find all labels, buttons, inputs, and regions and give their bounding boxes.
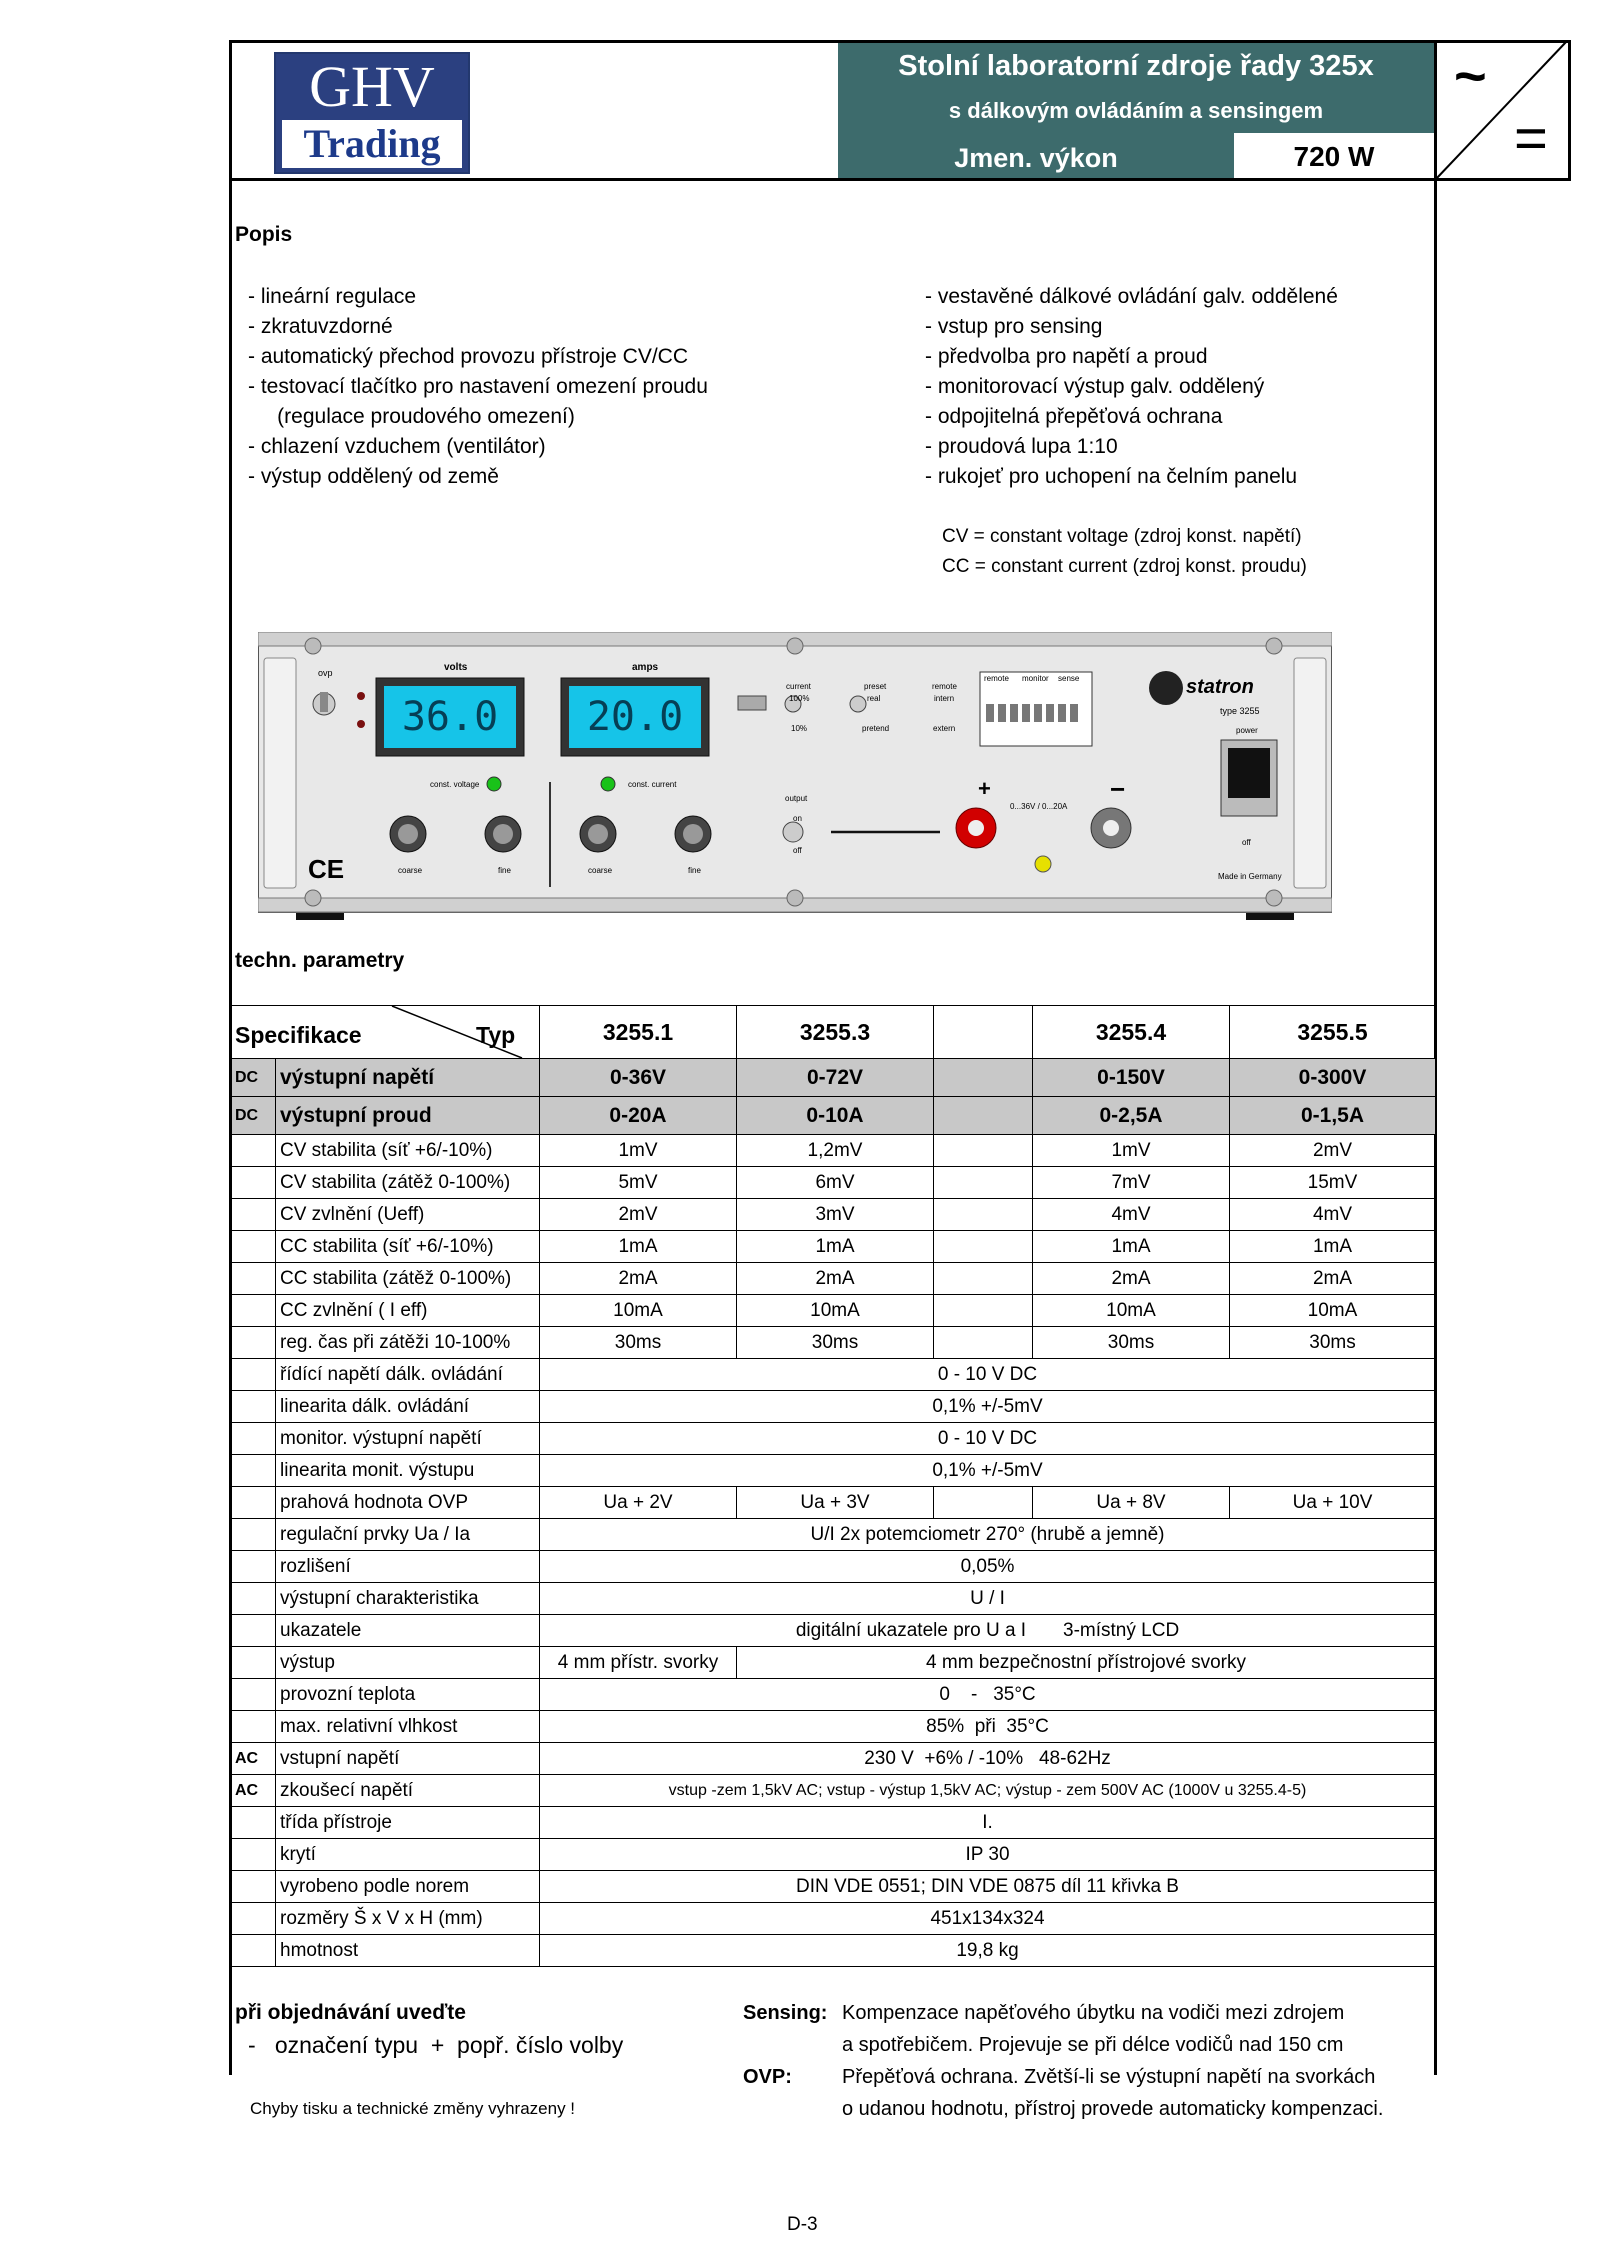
merged-cell: 0 - 10 V DC <box>540 1423 1436 1455</box>
power-value: 720 W <box>1293 141 1375 172</box>
list-item: - chlazení vzduchem (ventilátor) <box>248 435 546 458</box>
table-row <box>232 1327 1436 1359</box>
row-label: vyrobeno podle norem <box>276 1871 540 1903</box>
disclaimer: Chyby tisku a technické změny vyhrazeny ! <box>250 2099 576 2118</box>
cell: 4mV <box>1230 1199 1436 1231</box>
table-header-row <box>232 1006 1436 1059</box>
terminal-sense-label: sense <box>1058 674 1080 683</box>
off-label: off <box>793 846 802 855</box>
cell: 1mA <box>540 1231 737 1263</box>
list-item: - předvolba pro napětí a proud <box>925 345 1208 368</box>
table-row <box>232 1391 1436 1423</box>
table-row <box>232 1455 1436 1487</box>
cell: 1mA <box>1033 1231 1230 1263</box>
cell: Ua + 8V <box>1033 1487 1230 1519</box>
cell <box>934 1167 1033 1199</box>
row-label: linearita dálk. ovládání <box>276 1391 540 1423</box>
description-heading: Popis <box>235 223 293 246</box>
cell: 1mA <box>737 1231 934 1263</box>
sensing-text-1: Kompenzace napěťového úbytku na vodiči mezi zdrojem <box>842 2002 1345 2024</box>
fine-label: fine <box>498 866 511 875</box>
row-label: prahová hodnota OVP <box>276 1487 540 1519</box>
cell: 1,2mV <box>737 1135 934 1167</box>
type-label: type 3255 <box>1220 706 1260 716</box>
row-label: výstup <box>276 1647 540 1679</box>
merged-cell: 0 - 35°C <box>540 1679 1436 1711</box>
list-item: - odpojitelná přepěťová ochrana <box>925 405 1223 428</box>
merged-cell: 230 V +6% / -10% 48-62Hz <box>540 1743 1436 1775</box>
row-label: CC stabilita (zátěž 0-100%) <box>276 1263 540 1295</box>
table-row <box>232 1935 1436 1967</box>
list-item: - výstup oddělený od země <box>248 465 499 488</box>
terminal-monitor-label: monitor <box>1022 674 1049 683</box>
volts-label: volts <box>444 662 468 673</box>
row-tag <box>232 1903 276 1935</box>
spec-typ-cell <box>232 1006 540 1059</box>
cell: 0-2,5A <box>1033 1097 1230 1135</box>
table-row <box>232 1231 1436 1263</box>
table-row <box>232 1775 1436 1807</box>
table-row <box>232 1423 1436 1455</box>
row-tag <box>232 1935 276 1967</box>
row-label: reg. čas při zátěži 10-100% <box>276 1327 540 1359</box>
cell: 30ms <box>1230 1327 1436 1359</box>
description-right-list <box>925 282 1338 582</box>
ac-symbol: ~ <box>1454 44 1487 107</box>
order-heading: při objednávání uveďte <box>235 2001 466 2024</box>
type-header: 3255.4 <box>1033 1006 1230 1059</box>
table-row <box>232 1167 1436 1199</box>
merged-cell: 451x134x324 <box>540 1903 1436 1935</box>
list-item: (regulace proudového omezení) <box>248 405 575 428</box>
cell <box>934 1135 1033 1167</box>
cell: 7mV <box>1033 1167 1230 1199</box>
merged-cell: 19,8 kg <box>540 1935 1436 1967</box>
table-row <box>232 1295 1436 1327</box>
remote-label: remote <box>932 682 957 691</box>
ce-mark: CE <box>308 854 345 884</box>
list-item: - monitorovací výstup galv. oddělený <box>925 375 1265 398</box>
real-label: real <box>867 694 881 703</box>
list-item: - testovací tlačítko pro nastavení omezení proudu <box>248 375 708 398</box>
cell: 0-72V <box>737 1059 934 1097</box>
intern-label: intern <box>934 694 955 703</box>
cell: Ua + 2V <box>540 1487 737 1519</box>
merged-cell: vstup -zem 1,5kV AC; vstup - výstup 1,5kV AC; výstup - zem 500V AC (1000V u 3255.4-5) <box>540 1775 1436 1807</box>
row-label: linearita monit. výstupu <box>276 1455 540 1487</box>
cell: 1mA <box>1230 1231 1436 1263</box>
merged-cell: U/I 2x potemciometr 270° (hrubě a jemně) <box>540 1519 1436 1551</box>
row-label: CC zvlnění ( I eff) <box>276 1295 540 1327</box>
table-row <box>232 1679 1436 1711</box>
row-tag <box>232 1839 276 1871</box>
table-row <box>232 1647 1436 1679</box>
cell: 4 mm přístr. svorky <box>540 1647 737 1679</box>
output-label: output <box>785 794 808 803</box>
cell: 5mV <box>540 1167 737 1199</box>
table-row <box>232 1903 1436 1935</box>
type-header <box>934 1006 1033 1059</box>
cell <box>934 1487 1033 1519</box>
list-item: - automatický přechod provozu přístroje CV/CC <box>248 345 689 368</box>
spec-label: Specifikace <box>235 1022 362 1048</box>
cell: 1mV <box>540 1135 737 1167</box>
volts-display: 36.0 <box>401 694 499 740</box>
table-row <box>232 1743 1436 1775</box>
table-row <box>232 1583 1436 1615</box>
plus-sign: + <box>978 776 991 801</box>
row-label: hmotnost <box>276 1935 540 1967</box>
row-tag: AC <box>232 1775 276 1807</box>
row-tag <box>232 1711 276 1743</box>
cell: 10mA <box>1230 1295 1436 1327</box>
table-row <box>232 1263 1436 1295</box>
type-header: 3255.3 <box>737 1006 934 1059</box>
logo-line1: GHV <box>309 54 435 119</box>
table-row <box>232 1359 1436 1391</box>
page-number: D-3 <box>787 2214 818 2235</box>
cell: 2mV <box>540 1199 737 1231</box>
cell <box>934 1059 1033 1097</box>
table-row <box>232 1199 1436 1231</box>
made-in-label: Made in Germany <box>1218 872 1282 881</box>
dc-symbol: = <box>1514 106 1548 171</box>
cell: 0-1,5A <box>1230 1097 1436 1135</box>
coarse-label: coarse <box>398 866 423 875</box>
table-row <box>232 1551 1436 1583</box>
off-label: off <box>1242 838 1251 847</box>
cc-note: CC = constant current (zdroj konst. proudu) <box>942 556 1307 577</box>
row-label: CV stabilita (zátěž 0-100%) <box>276 1167 540 1199</box>
row-label: CV stabilita (síť +6/-10%) <box>276 1135 540 1167</box>
row-label: monitor. výstupní napětí <box>276 1423 540 1455</box>
merged-cell: DIN VDE 0551; DIN VDE 0875 díl 11 křivka B <box>540 1871 1436 1903</box>
table-row <box>232 1519 1436 1551</box>
typ-label: Typ <box>476 1022 516 1048</box>
table-row <box>232 1097 1436 1135</box>
list-item: - lineární regulace <box>248 285 417 308</box>
ovp-label: OVP: <box>743 2066 792 2088</box>
row-label: zkoušecí napětí <box>276 1775 540 1807</box>
cell: 2mA <box>1230 1263 1436 1295</box>
cell <box>934 1327 1033 1359</box>
tech-parameters-heading: techn. parametry <box>235 949 405 972</box>
merged-cell: 4 mm bezpečnostní přístrojové svorky <box>737 1647 1436 1679</box>
row-tag: AC <box>232 1743 276 1775</box>
table-row <box>232 1059 1436 1097</box>
cell: 2mA <box>540 1263 737 1295</box>
row-label: CV zvlnění (Ueff) <box>276 1199 540 1231</box>
table-row <box>232 1839 1436 1871</box>
on-label: on <box>793 814 802 823</box>
range-label: 0...36V / 0...20A <box>1010 802 1068 811</box>
row-label: max. relativní vlhkost <box>276 1711 540 1743</box>
ovp-text-2: o udanou hodnotu, přístroj provede automaticky kompenzaci. <box>842 2098 1384 2120</box>
power-label: Jmen. výkon <box>954 143 1118 173</box>
page-title: Stolní laboratorní zdroje řady 325x <box>898 50 1374 82</box>
cell: 10mA <box>1033 1295 1230 1327</box>
cell: 3mV <box>737 1199 934 1231</box>
power-switch-label: power <box>1236 726 1258 735</box>
cell: 0-10A <box>737 1097 934 1135</box>
type-header: 3255.1 <box>540 1006 737 1059</box>
merged-cell: 0,05% <box>540 1551 1436 1583</box>
terminal-remote-label: remote <box>984 674 1009 683</box>
sensing-text-2: a spotřebičem. Projevuje se při délce vodičů nad 150 cm <box>842 2034 1344 2056</box>
cell: 0-150V <box>1033 1059 1230 1097</box>
cell: 10mA <box>737 1295 934 1327</box>
cell: 2mA <box>1033 1263 1230 1295</box>
const-voltage-label: const. voltage <box>430 780 480 789</box>
list-item: - vestavěné dálkové ovládání galv. oddělené <box>925 285 1338 308</box>
cell: 2mV <box>1230 1135 1436 1167</box>
row-label: třída přístroje <box>276 1807 540 1839</box>
ovp-text-1: Přepěťová ochrana. Zvětší-li se výstupní napětí na svorkách <box>842 2066 1376 2088</box>
row-label: výstupní proud <box>276 1097 540 1135</box>
cell: 4mV <box>1033 1199 1230 1231</box>
cell: 30ms <box>540 1327 737 1359</box>
cell: 6mV <box>737 1167 934 1199</box>
dc-tag: DC <box>232 1059 276 1097</box>
type-header: 3255.5 <box>1230 1006 1436 1059</box>
row-tag <box>232 1807 276 1839</box>
power-supply-front-panel <box>258 632 1332 920</box>
table-row <box>232 1711 1436 1743</box>
dc-tag: DC <box>232 1097 276 1135</box>
cell: 15mV <box>1230 1167 1436 1199</box>
order-item: - označení typu + popř. číslo volby <box>248 2032 624 2058</box>
row-label: výstupní napětí <box>276 1059 540 1097</box>
front-panel-drawing <box>258 632 1332 920</box>
cell: 0-36V <box>540 1059 737 1097</box>
row-label: CC stabilita (síť +6/-10%) <box>276 1231 540 1263</box>
row-label: řídící napětí dálk. ovládání <box>276 1359 540 1391</box>
description-left-list <box>248 282 708 492</box>
merged-cell: 85% při 35°C <box>540 1711 1436 1743</box>
sensing-label: Sensing: <box>743 2002 828 2024</box>
row-label: rozlišení <box>276 1551 540 1583</box>
page-subtitle: s dálkovým ovládáním a sensingem <box>948 98 1324 123</box>
amps-display: 20.0 <box>586 694 684 740</box>
fine-label: fine <box>688 866 701 875</box>
const-current-label: const. current <box>628 780 677 789</box>
cell <box>934 1263 1033 1295</box>
specification-table <box>231 1005 1436 1967</box>
merged-cell: digitální ukazatele pro U a I 3-místný LCD <box>540 1615 1436 1647</box>
cell <box>934 1199 1033 1231</box>
row-label: provozní teplota <box>276 1679 540 1711</box>
list-item: - proudová lupa 1:10 <box>925 435 1118 458</box>
merged-cell: U / I <box>540 1583 1436 1615</box>
row-label: regulační prvky Ua / Ia <box>276 1519 540 1551</box>
cell: 30ms <box>1033 1327 1230 1359</box>
list-item: - vstup pro sensing <box>925 315 1103 338</box>
cell: Ua + 10V <box>1230 1487 1436 1519</box>
amps-label: amps <box>632 662 659 673</box>
table-row <box>232 1807 1436 1839</box>
cv-note: CV = constant voltage (zdroj konst. napětí) <box>942 526 1302 547</box>
table-row <box>232 1871 1436 1903</box>
coarse-label: coarse <box>588 866 613 875</box>
ghv-trading-logo <box>274 52 470 174</box>
cell: 30ms <box>737 1327 934 1359</box>
merged-cell: IP 30 <box>540 1839 1436 1871</box>
pct100-label: 100% <box>789 694 810 703</box>
header-bottom-line <box>229 178 1571 181</box>
statron-brand: statron <box>1186 676 1254 698</box>
ac-dc-symbol-box <box>1434 40 1571 181</box>
row-tag <box>232 1871 276 1903</box>
cell: 1mV <box>1033 1135 1230 1167</box>
logo-line2: Trading <box>282 120 462 168</box>
table-row <box>232 1135 1436 1167</box>
minus-sign: − <box>1110 774 1126 804</box>
table-row <box>232 1615 1436 1647</box>
list-item: - zkratuvzdorné <box>248 315 393 338</box>
extern-label: extern <box>933 724 956 733</box>
merged-cell: 0,1% +/-5mV <box>540 1455 1436 1487</box>
cell <box>934 1097 1033 1135</box>
cell: Ua + 3V <box>737 1487 934 1519</box>
row-label: ukazatele <box>276 1615 540 1647</box>
pretend-label: pretend <box>862 724 890 733</box>
current-label: current <box>786 682 811 691</box>
ovp-label: ovp <box>318 668 333 678</box>
cell: 0-300V <box>1230 1059 1436 1097</box>
merged-cell: I. <box>540 1807 1436 1839</box>
preset-label: preset <box>864 682 887 691</box>
row-label: rozměry Š x V x H (mm) <box>276 1903 540 1935</box>
cell <box>934 1295 1033 1327</box>
pct10-label: 10% <box>791 724 808 733</box>
row-label: výstupní charakteristika <box>276 1583 540 1615</box>
cell: 0-20A <box>540 1097 737 1135</box>
cell <box>934 1231 1033 1263</box>
cell: 10mA <box>540 1295 737 1327</box>
row-label: krytí <box>276 1839 540 1871</box>
table-row <box>232 1487 1436 1519</box>
merged-cell: 0 - 10 V DC <box>540 1359 1436 1391</box>
list-item: - rukojeť pro uchopení na čelním panelu <box>925 465 1298 488</box>
merged-cell: 0,1% +/-5mV <box>540 1391 1436 1423</box>
cell: 2mA <box>737 1263 934 1295</box>
row-tag <box>232 1679 276 1711</box>
row-label: vstupní napětí <box>276 1743 540 1775</box>
